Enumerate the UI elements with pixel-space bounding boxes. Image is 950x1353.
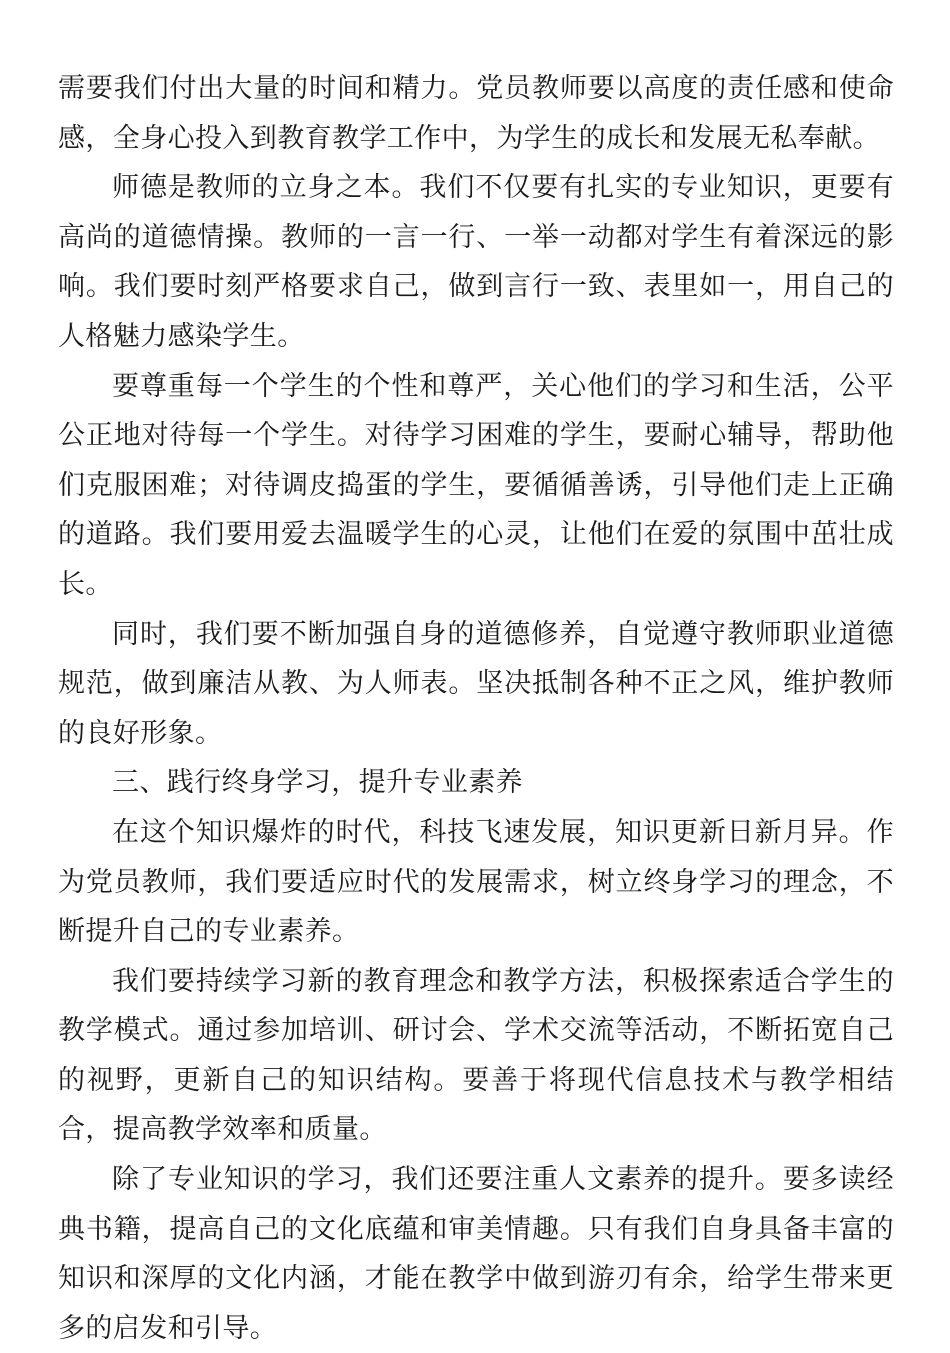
paragraph-teacher-ethics: 师德是教师的立身之本。我们不仅要有扎实的专业知识，更要有高尚的道德情操。教师的一言一行、一举一动都对学生有着深远的影响。我们要时刻严格要求自己，做到言行一致、表里如一，用自己的人格魅力感染学生。 [58, 172, 894, 352]
document-page [58, 64, 894, 1353]
paragraph-continuous-learning: 我们要持续学习新的教育理念和教学方法，积极探索适合学生的教学模式。通过参加培训、研讨会、学术交流等活动，不断拓宽自己的视野，更新自己的知识结构。要善于将现代信息技术与教学相结合，提高教学效率和质量。 [58, 965, 894, 1146]
paragraph-moral-cultivation: 同时，我们要不断加强自身的道德修养，自觉遵守教师职业道德规范，做到廉洁从教、为人师表。坚决抵制各种不正之风，维护教师的良好形象。 [58, 618, 894, 749]
section-heading: 三、践行终身学习，提升专业素养 [112, 767, 523, 799]
paragraph-humanities: 除了专业知识的学习，我们还要注重人文素养的提升。要多读经典书籍，提高自己的文化底蕴和审美情趣。只有我们自身具备丰富的知识和深厚的文化内涵，才能在教学中做到游刃有余，给学生带来更多的启发和引导。 [58, 1164, 894, 1344]
paragraph-respect-students: 要尊重每一个学生的个性和尊严，关心他们的学习和生活，公平公正地对待每一个学生。对待学习困难的学生，要耐心辅导，帮助他们克服困难；对待调皮捣蛋的学生，要循循善诱，引导他们走上正确的道路。我们要用爱去温暖学生的心灵，让他们在爱的氛围中茁壮成长。 [58, 370, 894, 600]
paragraph-knowledge-era: 在这个知识爆炸的时代，科技飞速发展，知识更新日新月异。作为党员教师，我们要适应时代的发展需求，树立终身学习的理念，不断提升自己的专业素养。 [58, 816, 894, 948]
paragraph-continuation: 需要我们付出大量的时间和精力。党员教师要以高度的责任感和使命感，全身心投入到教育教学工作中，为学生的成长和发展无私奉献。 [58, 73, 894, 154]
